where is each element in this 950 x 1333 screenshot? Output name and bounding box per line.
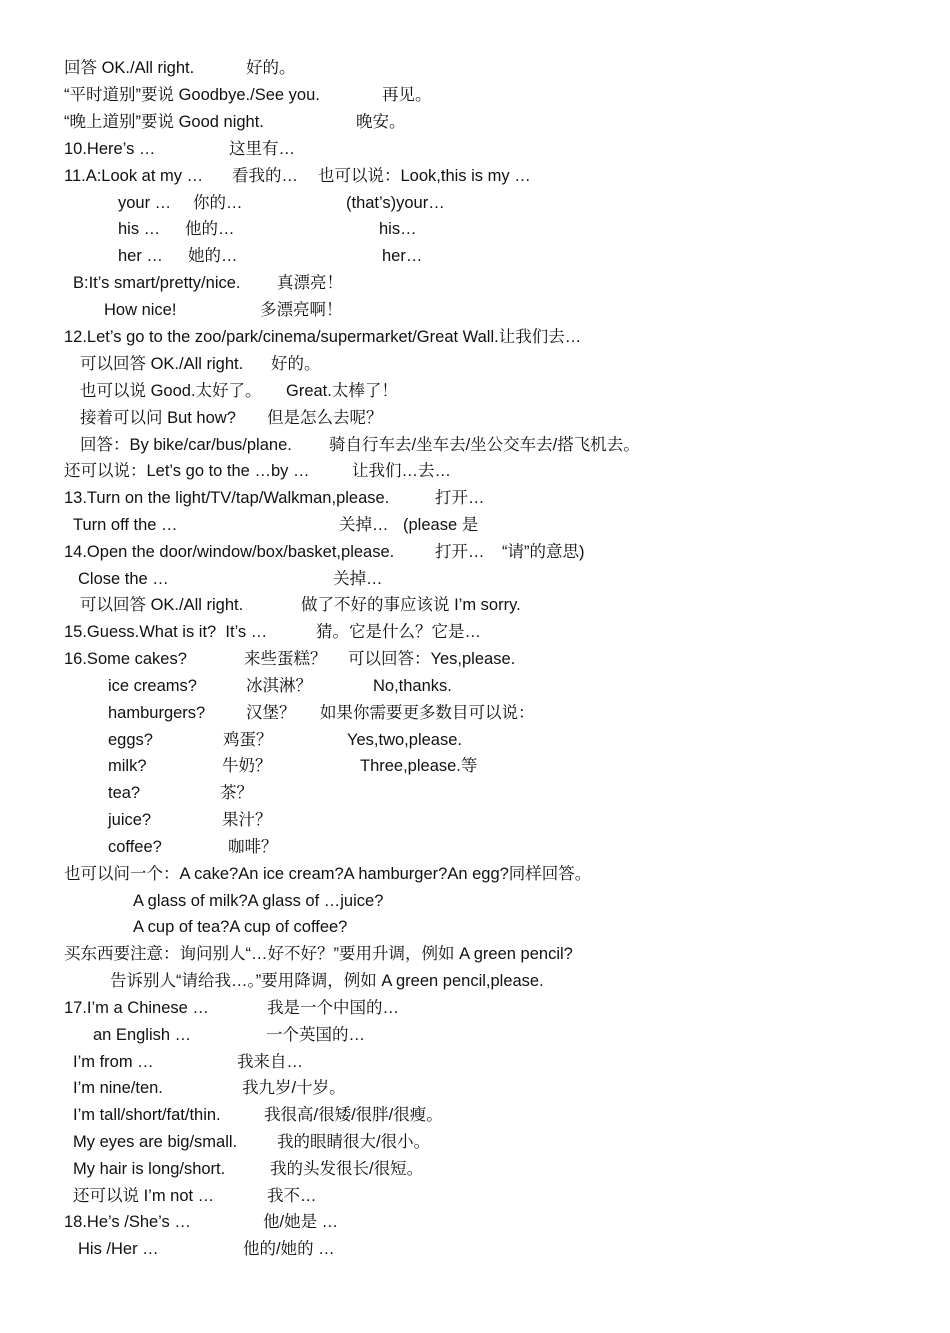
line-segment: 17.I’m a Chinese … (64, 999, 209, 1017)
line-segment: How nice! (104, 301, 177, 319)
text-line (0, 1130, 431, 1154)
text-line (0, 1076, 346, 1100)
text-line (0, 164, 531, 188)
text-line (0, 1103, 443, 1127)
line-segment: 关掉… (339, 516, 389, 534)
line-segment: 接着可以问 But how? (80, 409, 236, 427)
text-line (0, 674, 452, 698)
line-segment: I’m from … (73, 1053, 154, 1071)
line-segment: 14.Open the door/window/box/basket,please. (64, 543, 395, 561)
line-segment: 可以回答 OK./All right. (80, 355, 244, 373)
line-segment: No,thanks. (373, 677, 452, 695)
line-segment: 告诉别人“请给我…。”要用降调，例如 A green pencil,please. (110, 972, 544, 990)
text-line (0, 567, 383, 591)
line-segment: 他的… (185, 220, 235, 238)
line-segment: 汉堡？ (246, 704, 296, 722)
line-segment: (that’s)your… (346, 194, 445, 212)
line-segment: tea? (108, 784, 141, 802)
line-segment: I’m tall/short/fat/thin. (73, 1106, 221, 1124)
text-line (0, 244, 423, 268)
text-line (0, 459, 451, 483)
line-segment: Close the … (78, 570, 169, 588)
text-line (0, 835, 278, 859)
line-segment: 果汁？ (222, 811, 272, 829)
line-segment: My eyes are big/small. (73, 1133, 238, 1151)
text-line (0, 298, 343, 322)
line-segment: 我九岁/十岁。 (242, 1079, 346, 1097)
line-segment: 打开… (435, 543, 485, 561)
line-segment: His /Her … (78, 1240, 159, 1258)
line-segment: 也可以说：Look,this is my … (318, 167, 531, 185)
text-line (0, 701, 535, 725)
line-segment: Three,please.等 (360, 757, 478, 775)
text-line (0, 969, 544, 993)
text-line (0, 862, 592, 886)
line-segment: “平时道别”要说 Goodbye./See you. (64, 86, 320, 104)
text-line (0, 486, 485, 510)
line-segment: 13.Turn on the light/TV/tap/Walkman,please. (64, 489, 390, 507)
line-segment: 买东西要注意：询问别人“…好不好？”要用升调，例如 A green pencil? (64, 945, 573, 963)
text-line (0, 540, 585, 564)
line-segment: hamburgers? (108, 704, 206, 722)
line-segment: 再见。 (382, 86, 432, 104)
line-segment: her… (382, 247, 423, 265)
line-segment: 也可以说 Good.太好了。 (80, 382, 262, 400)
text-line (0, 647, 516, 671)
line-segment: 真漂亮！ (277, 274, 343, 292)
text-line (0, 1184, 317, 1208)
line-segment: 骑自行车去/坐车去/坐公交车去/搭飞机去。 (329, 436, 640, 454)
line-segment: his… (379, 220, 417, 238)
line-segment: 晚安。 (356, 113, 406, 131)
line-segment: A cup of tea?A cup of coffee? (133, 918, 348, 936)
line-segment: 18.He’s /She’s … (64, 1213, 191, 1231)
line-segment: eggs? (108, 731, 153, 749)
text-line (0, 379, 398, 403)
text-line (0, 889, 384, 913)
line-segment: 牛奶？ (222, 757, 272, 775)
text-line (0, 1050, 303, 1074)
text-line (0, 352, 321, 376)
line-segment: A glass of milk?A glass of …juice? (133, 892, 384, 910)
text-line (0, 110, 406, 134)
line-segment: Great.太棒了！ (286, 382, 398, 400)
line-segment: 我不… (267, 1187, 317, 1205)
line-segment: his … (118, 220, 161, 238)
line-segment: 但是怎么去呢？ (267, 409, 383, 427)
line-segment: 做了不好的事应该说 I’m sorry. (301, 596, 521, 614)
text-line (0, 915, 348, 939)
text-line (0, 728, 462, 752)
line-segment: B:It’s smart/pretty/nice. (73, 274, 241, 292)
text-line (0, 406, 383, 430)
text-line (0, 1210, 339, 1234)
line-segment: 10.Here’s … (64, 140, 156, 158)
line-segment: 16.Some cakes? (64, 650, 187, 668)
line-segment: (please 是 (403, 516, 479, 534)
text-line (0, 808, 272, 832)
line-segment: 鸡蛋？ (223, 731, 273, 749)
text-line (0, 781, 253, 805)
text-line (0, 56, 296, 80)
line-segment: 我的眼睛很大/很小。 (277, 1133, 431, 1151)
text-line (0, 754, 478, 778)
line-segment: ice creams? (108, 677, 197, 695)
line-segment: 我来自… (237, 1053, 303, 1071)
line-segment: 15.Guess.What is it? It’s … (64, 623, 268, 641)
line-segment: 还可以说：Let’s go to the …by … (64, 462, 310, 480)
text-line (0, 1237, 335, 1261)
line-segment: 咖啡？ (228, 838, 278, 856)
line-segment: 也可以问一个：A cake?An ice cream?A hamburger?An egg?同样回答。 (64, 865, 592, 883)
line-segment: 12.Let’s go to the zoo/park/cinema/supermarket/Great Wall.让我们去… (64, 328, 582, 346)
text-line (0, 433, 640, 457)
line-segment: 可以回答：Yes,please. (348, 650, 516, 668)
line-segment: 他/她是 … (263, 1213, 339, 1231)
line-segment: 来些蛋糕？ (244, 650, 327, 668)
line-segment: “晚上道别”要说 Good night. (64, 113, 264, 131)
line-segment: “请”的意思) (502, 543, 585, 561)
line-segment: 我很高/很矮/很胖/很瘦。 (264, 1106, 443, 1124)
line-segment: Yes,two,please. (347, 731, 462, 749)
line-segment: 她的… (188, 247, 238, 265)
line-segment: 好的。 (271, 355, 321, 373)
line-segment: 好的。 (246, 59, 296, 77)
line-segment: 11.A:Look at my … (64, 167, 204, 185)
line-segment: 一个英国的… (266, 1026, 365, 1044)
line-segment: 冰淇淋？ (246, 677, 312, 695)
line-segment: her … (118, 247, 163, 265)
text-line (0, 325, 582, 349)
text-line (0, 593, 521, 617)
text-line (0, 942, 573, 966)
line-segment: Turn off the … (73, 516, 178, 534)
line-segment: 我的头发很长/很短。 (270, 1160, 424, 1178)
line-segment: 让我们…去… (352, 462, 451, 480)
line-segment: 多漂亮啊！ (260, 301, 343, 319)
text-line (0, 137, 295, 161)
line-segment: 你的… (193, 194, 243, 212)
line-segment: 回答：By bike/car/bus/plane. (80, 436, 292, 454)
line-segment: 猜。它是什么？它是… (316, 623, 481, 641)
line-segment: 可以回答 OK./All right. (80, 596, 244, 614)
line-segment: 回答 OK./All right. (64, 59, 195, 77)
line-segment: 看我的… (232, 167, 298, 185)
line-segment: I’m nine/ten. (73, 1079, 163, 1097)
line-segment: coffee? (108, 838, 162, 856)
line-segment: 关掉… (333, 570, 383, 588)
line-segment: an English … (93, 1026, 192, 1044)
text-line (0, 83, 432, 107)
text-line (0, 191, 445, 215)
line-segment: 如果你需要更多数目可以说： (320, 704, 535, 722)
line-segment: milk? (108, 757, 147, 775)
line-segment: 茶？ (220, 784, 253, 802)
text-line (0, 996, 399, 1020)
text-line (0, 513, 479, 537)
line-segment: 打开… (435, 489, 485, 507)
line-segment: juice? (108, 811, 152, 829)
line-segment: your … (118, 194, 172, 212)
line-segment: 他的/她的 … (243, 1240, 335, 1258)
text-line (0, 1023, 365, 1047)
line-segment: 我是一个中国的… (267, 999, 399, 1017)
line-segment: My hair is long/short. (73, 1160, 226, 1178)
line-segment: 这里有… (229, 140, 295, 158)
line-segment: 还可以说 I’m not … (73, 1187, 215, 1205)
text-line (0, 1157, 424, 1181)
text-line (0, 620, 481, 644)
text-line (0, 217, 417, 241)
text-line (0, 271, 343, 295)
